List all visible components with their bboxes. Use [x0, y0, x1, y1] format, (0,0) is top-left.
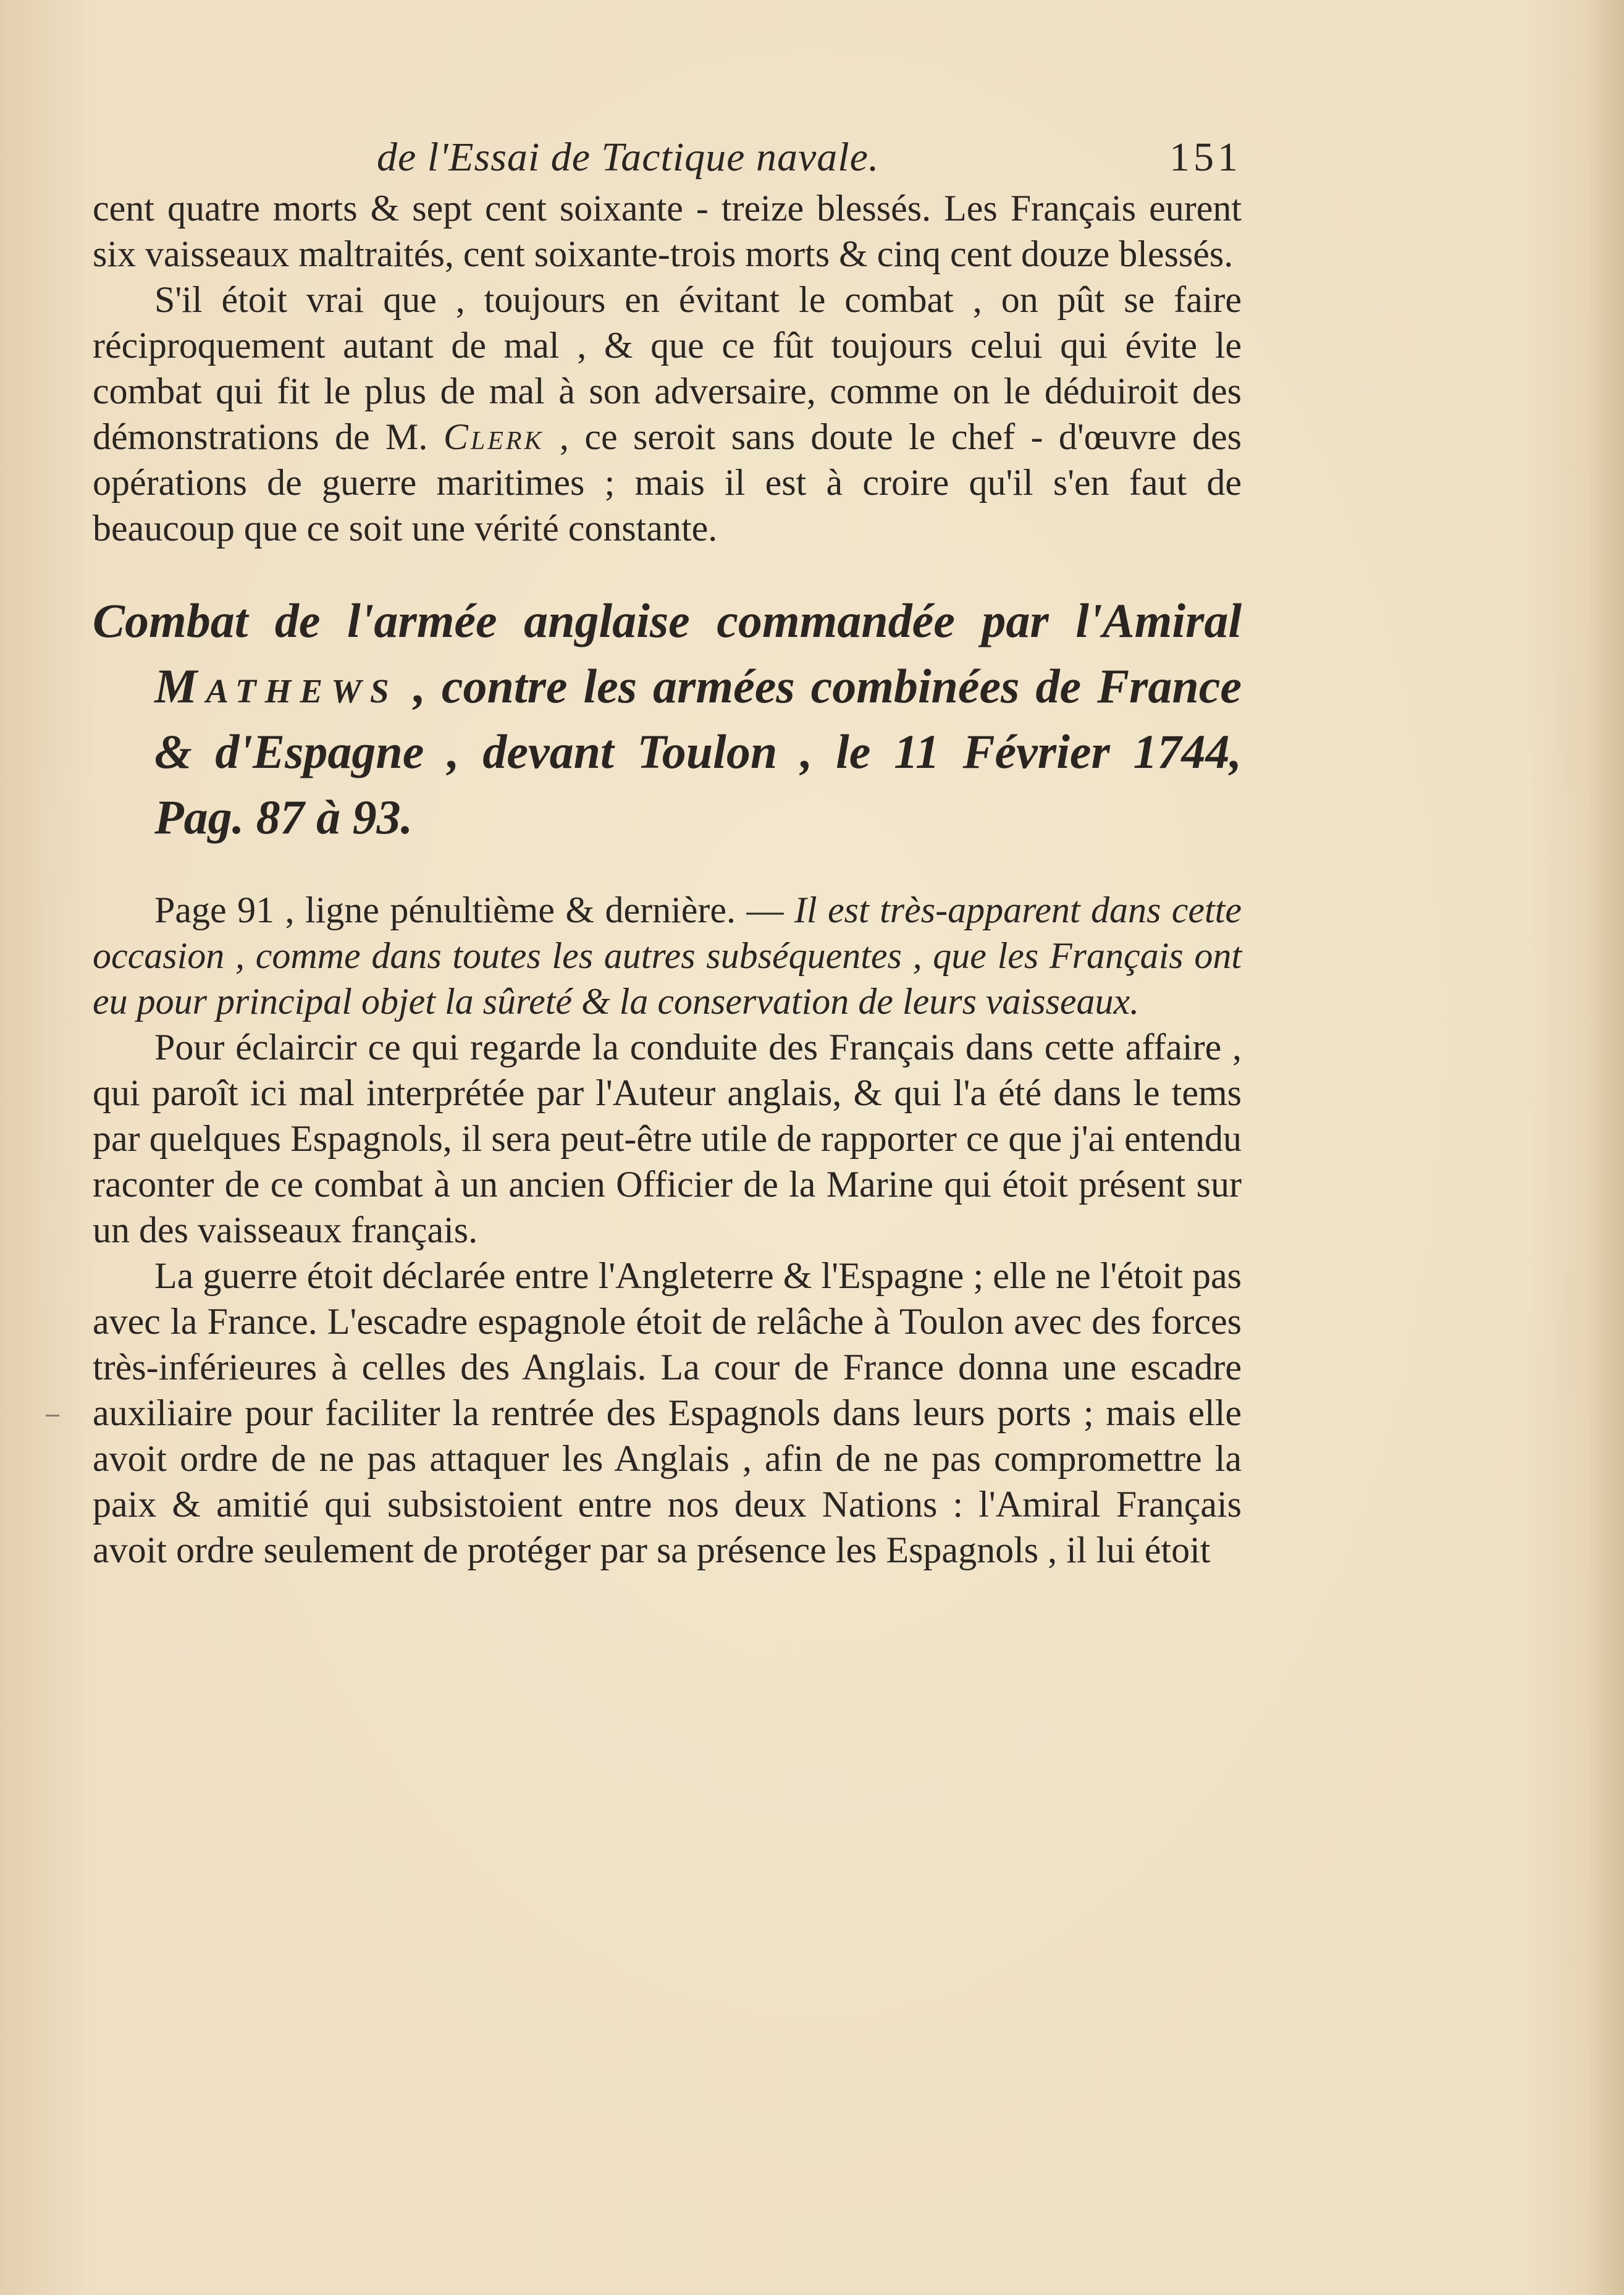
paragraph-reference [93, 887, 1242, 1024]
margin-mark [46, 1415, 59, 1417]
admiral-name-mathews: Mathews [154, 659, 398, 713]
section-heading-end: , contre les armées combinées de France & d'Espagne , devant Toulon , le 11 Février 1744, Pag. 87 à 93. [154, 659, 1242, 844]
paragraph-war-declared: La guerre étoit déclarée entre l'Angleterre & l'Espagne ; elle ne l'étoit pas avec la France. L'escadre espagnole étoit de relâche à Toulon avec des forces très-inférieures à celles des Anglais. La cour de France donna une escadre auxiliaire pour faciliter la rentrée des Espagnols dans leurs ports ; mais elle avoit ordre de ne pas attaquer les Anglais , afin de ne pas compromettre la paix & amitié qui subsistoient entre nos deux Nations : l'Amiral Français avoit ordre seulement de protéger par sa présence les Espagnols , il lui étoit [93, 1255, 1242, 1570]
paragraph-casualties: cent quatre morts & sept cent soixante - treize blessés. Les Français eurent six vaisseaux maltraités, cent soixante-trois morts & cinq cent douze blessés. [93, 188, 1242, 274]
running-title: de l'Essai de Tactique navale. [377, 135, 880, 180]
reference-location: Page 91 , ligne pénultième & dernière. — [154, 890, 794, 930]
text-block [93, 130, 1242, 1573]
paragraph-clerk-start: S'il étoit vrai que , toujours en évitant le combat , on pût se faire réciproquement autant de mal , & que ce fût toujours celui qui évite le combat qui fit le plus de mal à son adversaire, comme on le déduiroit des démonstrations de M. [93, 279, 1242, 457]
reference-quote: Il est très-apparent dans cette occasion , comme dans toutes les autres subséquentes , que les Français ont eu pour principal objet la sûreté & la conservation de leurs vaisseaux. [93, 890, 1242, 1022]
author-name-clerk: Clerk [443, 416, 544, 457]
page-edge-shadow [1587, 0, 1624, 2295]
paragraph-clerk-end: , ce seroit sans doute le chef - d'œuvre des opérations de guerre maritimes ; mais il est à croire qu'il s'en faut de beaucoup que ce soit une vérité constante. [93, 416, 1242, 549]
page-number: 151 [1169, 135, 1242, 180]
running-head [93, 130, 1242, 185]
section-heading [93, 588, 1242, 850]
paragraph-officer-account: Pour éclaircir ce qui regarde la conduite des Français dans cette affaire , qui paroît ici mal interprétée par l'Auteur anglais, & qui l'a été dans le tems par quelques Espagnols, il sera peut-être utile de rapporter ce que j'ai entendu raconter de ce combat à un ancien Officier de la Marine qui étoit présent sur un des vaisseaux français. [93, 1027, 1242, 1250]
paragraph-clerk [93, 277, 1242, 551]
section-heading-start: Combat de l'armée anglaise commandée par l'Amiral [93, 594, 1242, 647]
